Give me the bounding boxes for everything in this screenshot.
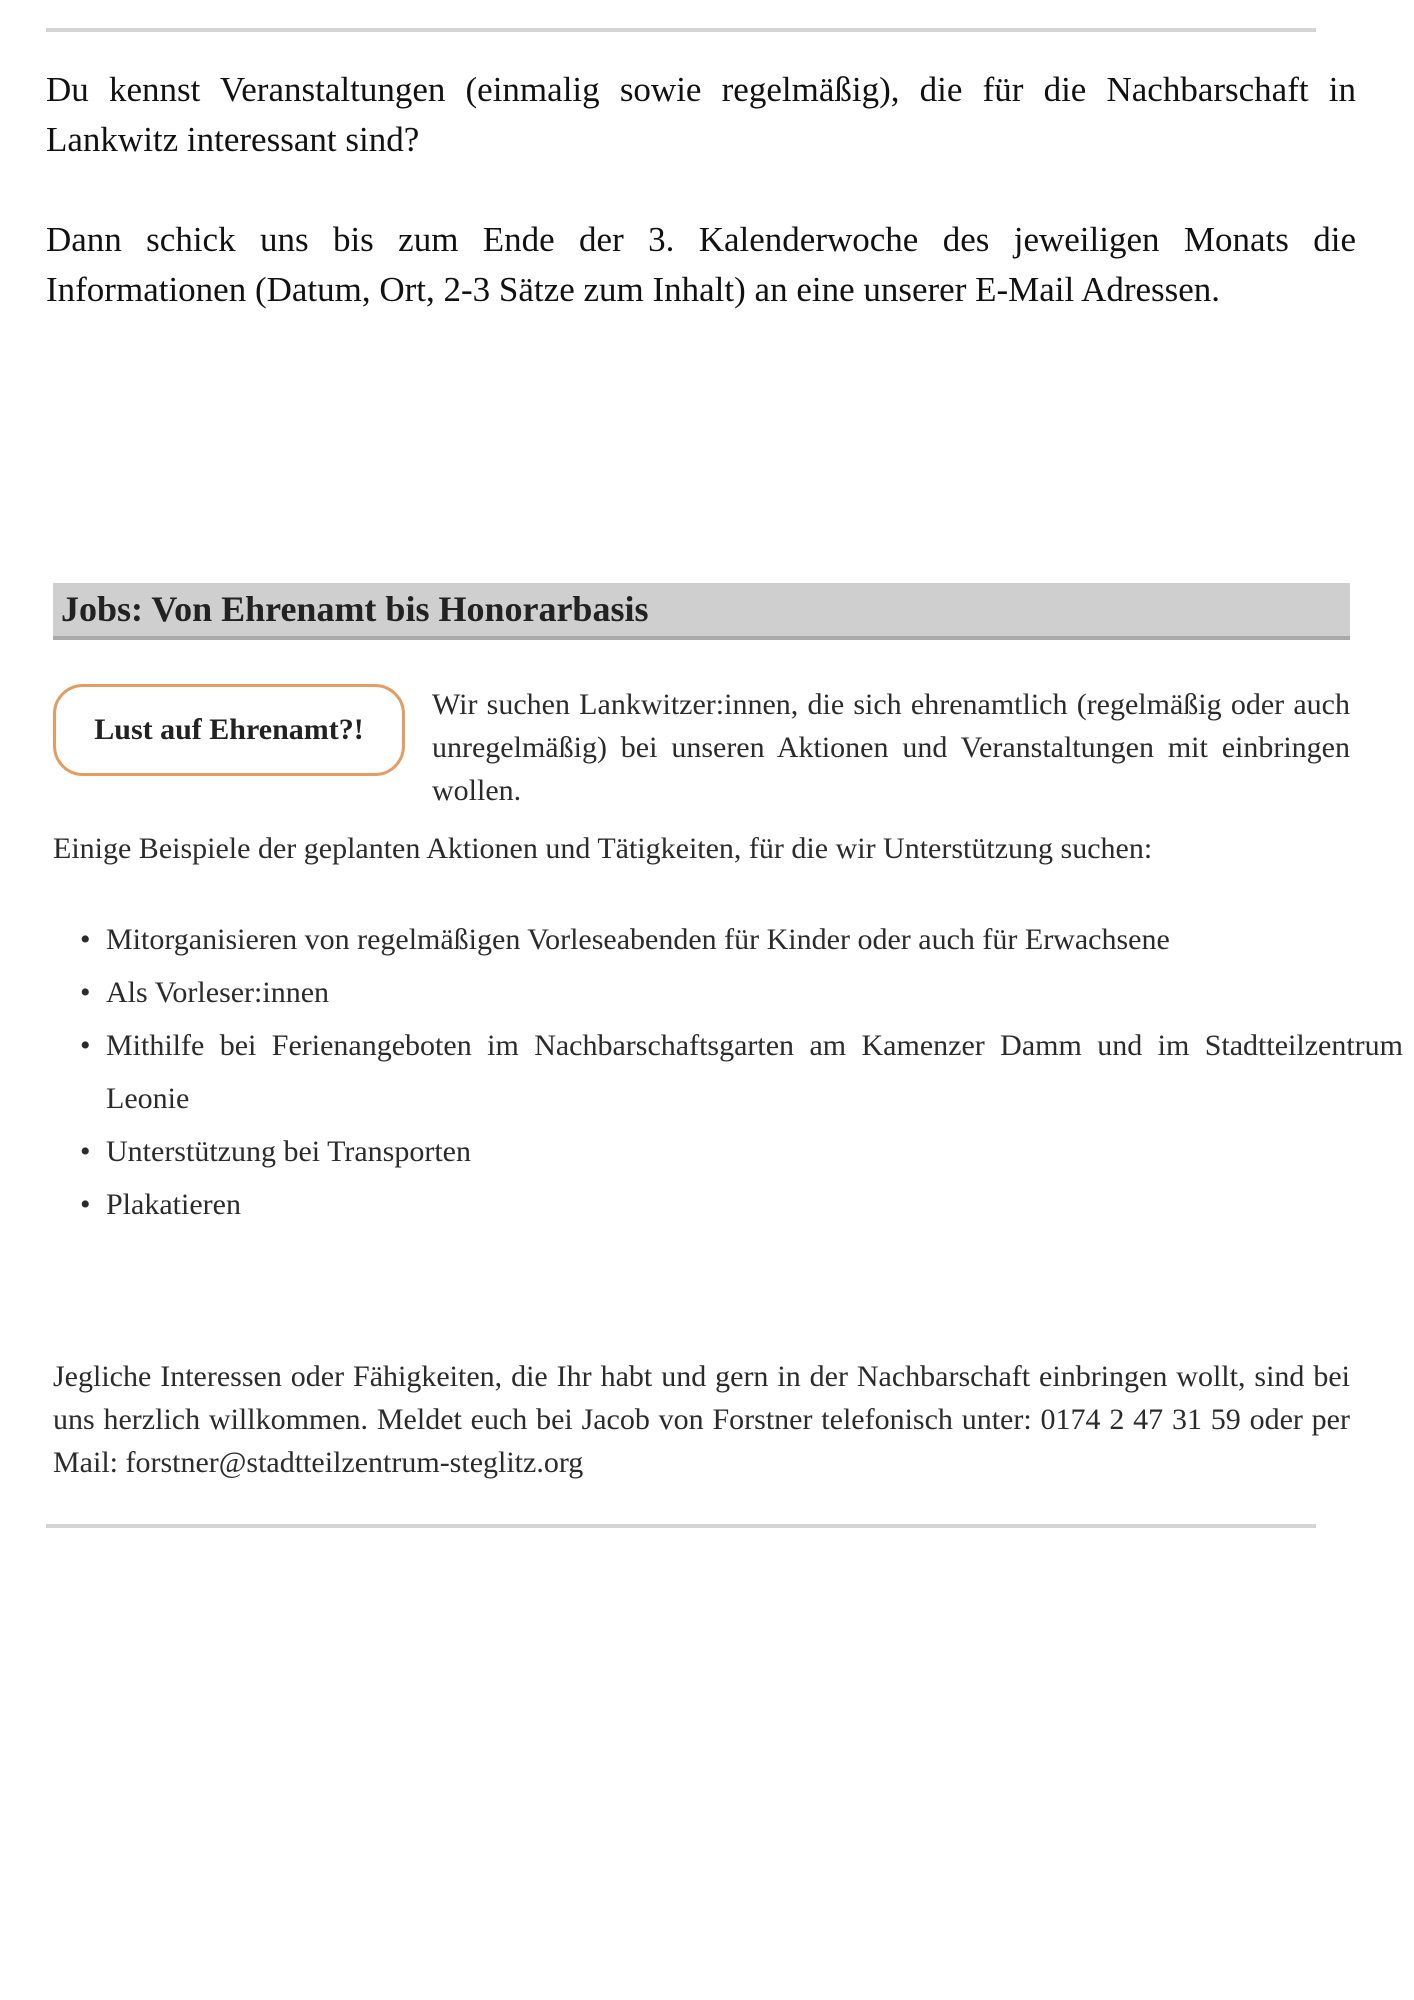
- volunteer-badge: [53, 684, 405, 776]
- list-item: [80, 1125, 1403, 1178]
- events-instructions: Dann schick uns bis zum Ende der 3. Kalenderwoche des jeweiligen Monats die Informationen (Datum, Ort, 2-3 Sätze zum Inhalt) an eine unserer E-Mail Adressen.: [46, 220, 1356, 309]
- section-heading-bar: [53, 583, 1350, 640]
- list-item: [80, 1019, 1403, 1125]
- top-divider: [46, 28, 1316, 32]
- bullet-icon: •: [80, 1135, 91, 1168]
- list-item: [80, 1178, 1403, 1231]
- list-item-text: Als Vorleser:innen: [106, 976, 330, 1009]
- contact-paragraph: Jegliche Interessen oder Fähigkeiten, die Ihr habt und gern in der Nachbarschaft einbringen wollt, sind bei uns herzlich willkommen. Meldet euch bei Jacob von Forstner telefonisch unter: 0174 2 47 31 59 oder per Mail: forstner@stadtteilzentrum-steglitz.org: [53, 1360, 1350, 1479]
- events-question: Du kennst Veranstaltungen (einmalig sowie regelmäßig), die für die Nachbarschaft in Lankwitz interessant sind?: [46, 70, 1356, 159]
- list-item-text: Plakatieren: [106, 1188, 241, 1221]
- list-item-text: Unterstützung bei Transporten: [106, 1135, 471, 1168]
- list-item: [80, 966, 1403, 1019]
- bullet-icon: •: [80, 1029, 91, 1062]
- volunteer-intro: Wir suchen Lankwitzer:innen, die sich ehrenamtlich (regelmäßig oder auch unregelmäßig) bei unseren Aktionen und Veranstaltungen mit einbringen wollen.: [432, 688, 1350, 807]
- badge-label: Lust auf Ehrenamt?!: [94, 713, 364, 746]
- activity-list: [53, 913, 1403, 1231]
- bullet-icon: •: [80, 976, 91, 1009]
- list-item-text: Mitorganisieren von regelmäßigen Vorleseabenden für Kinder oder auch für Erwachsene: [106, 923, 1170, 956]
- list-item: [80, 913, 1403, 966]
- list-item-text: Mithilfe bei Ferienangeboten im Nachbarschaftsgarten am Kamenzer Damm und im Stadtteilzentrum Leonie: [106, 1029, 1403, 1115]
- bullet-icon: •: [80, 923, 91, 956]
- examples-lead: Einige Beispiele der geplanten Aktionen und Tätigkeiten, für die wir Unterstützung suchen:: [53, 832, 1153, 865]
- section-heading: Jobs: Von Ehrenamt bis Honorarbasis: [61, 589, 649, 629]
- bullet-icon: •: [80, 1188, 91, 1221]
- bottom-divider: [46, 1524, 1316, 1528]
